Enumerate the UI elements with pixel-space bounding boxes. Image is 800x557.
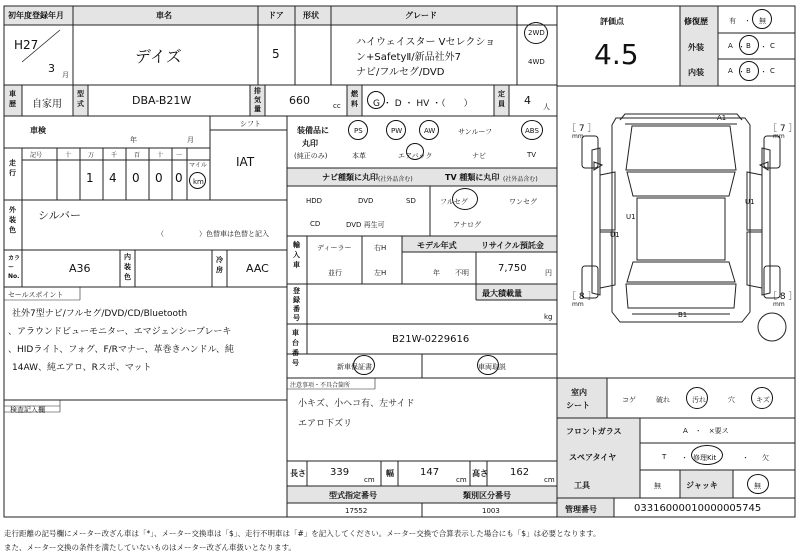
spare-kit-circle: [691, 445, 723, 465]
tv-fullseg: フルセグ: [440, 198, 468, 206]
model-label: 型式: [77, 90, 84, 108]
import-dealer: ディーラー: [317, 244, 352, 252]
grade-line2: ン+SafetyⅡ/新品社外7: [356, 52, 462, 63]
nav-note: (社外品含む): [378, 176, 413, 183]
drive-2wd: 2WD: [528, 29, 545, 37]
grade-line3: ナビ/フルセグ/DVD: [356, 67, 445, 78]
diagram-mm-fl-unit: mm: [572, 133, 584, 140]
import-right: 右H: [374, 244, 387, 252]
kg-unit: kg: [544, 313, 553, 321]
sales-point-line: 、HIDライト、フォグ、F/Rマナー、革巻きハンドル、純: [8, 345, 234, 355]
management-label: 管理番号: [565, 505, 597, 514]
mileage-header: 十: [157, 152, 164, 159]
capacity-label: 定員: [498, 90, 505, 108]
manual-circle: [477, 355, 499, 375]
class-label: 類別区分番号: [463, 491, 511, 500]
max-load-label: 最大積載量: [482, 289, 522, 298]
equip-airbag: エアバック: [398, 152, 433, 160]
ext-c: C: [770, 42, 775, 50]
mileage-digit: 4: [109, 171, 117, 185]
color-no-label: カラーNo.: [8, 255, 21, 280]
equip-abs-circle: [521, 120, 543, 140]
import-parallel: 並行: [328, 269, 342, 277]
nav-dvd-play: DVD 再生可: [346, 221, 385, 229]
first-reg-era: H27: [14, 38, 39, 52]
notes-line2: エアロ下ズリ: [298, 419, 353, 429]
month-unit: 月: [62, 71, 69, 79]
drive-2wd-circle: [524, 22, 548, 44]
windshield-label: フロントガラス: [566, 427, 622, 436]
capacity: 4: [524, 94, 531, 107]
height-unit: cm: [544, 476, 555, 484]
width: 147: [420, 467, 440, 478]
tools-label: 工具: [574, 481, 590, 490]
equipment-label-3: (純正のみ): [294, 152, 328, 160]
tv-label: TV 種類に丸印: [445, 173, 500, 182]
first-reg-month: 3: [48, 62, 55, 75]
color-label: 外装色: [9, 206, 16, 234]
mileage-header: 千: [111, 152, 118, 159]
jack-value: 無: [754, 482, 761, 490]
diagram-mm-rr: ［ 8 ］: [768, 292, 798, 302]
color-note: （ ）色替車は色替と記入: [157, 230, 269, 238]
notes-line1: 小キズ、小ヘコ有、左サイド: [298, 399, 415, 409]
spare-label: スペアタイヤ: [569, 453, 617, 462]
footer-note-1: 走行距離の記号欄にメーター改ざん車は「*」、メーター交換車は「$」、走行不明車は「#」を記入してください。メーター交換で合算表示した場合にも「$」は必要となります。: [4, 529, 601, 538]
recycle-label: リサイクル預託金: [481, 241, 544, 250]
chassis-label: 車台番号: [292, 329, 299, 367]
equip-pw-circle: [386, 120, 406, 140]
diagram-mm-rl: ［ 8 ］: [567, 292, 597, 302]
equip-ps-circle: [348, 120, 368, 140]
mileage-header: 十: [65, 152, 72, 159]
spare-t: T: [662, 453, 667, 461]
int-sep2: ・: [760, 68, 767, 76]
jack-circle: [747, 474, 769, 494]
shaken-year-unit: 年: [130, 136, 137, 144]
sheet-burn: コゲ: [622, 396, 636, 404]
equip-aw-circle: [419, 120, 439, 140]
windshield-options: A ・ ×要ス: [683, 427, 729, 435]
interior-sheet-label-2: シート: [566, 401, 590, 410]
recycle-unit: 円: [545, 269, 552, 277]
km-circle: [189, 172, 206, 189]
width-unit: cm: [456, 476, 467, 484]
model-designation: 17552: [345, 507, 368, 515]
score-label: 評価点: [600, 17, 624, 26]
sheet-stain-circle: [686, 387, 708, 409]
recycle-value: 7,750: [498, 263, 527, 274]
height: 162: [510, 467, 530, 478]
sales-point-line: 、アラウンドビューモニター、エマジェンシーブレーキ: [8, 327, 232, 337]
mileage-label: 走行: [9, 159, 16, 177]
nav-dvd: DVD: [358, 197, 374, 205]
class-number: 1003: [482, 507, 500, 515]
int-b-circle: [739, 61, 759, 81]
nav-sd: SD: [406, 197, 416, 205]
model-year-unit: 年: [433, 269, 440, 277]
fuel-options: G ・ D ・ HV ・（ ）: [373, 99, 473, 109]
sales-points-label: セールスポイント: [8, 291, 64, 299]
displacement: 660: [289, 94, 310, 107]
diagram-mm-fr: ［ 7 ］: [768, 124, 798, 134]
damage-mark-a1: A1: [717, 114, 727, 122]
vehicle-use: 自家用: [32, 99, 62, 110]
int-b: B: [746, 67, 751, 75]
capacity-unit: 人: [543, 103, 550, 111]
nav-cd: CD: [310, 220, 321, 228]
damage-mark-u1: U1: [610, 231, 620, 239]
ext-sep: ・: [738, 43, 745, 51]
height-label: 高さ: [472, 469, 488, 478]
damage-mark-b1: B1: [678, 311, 688, 319]
shift: IAT: [236, 155, 255, 169]
car-name: デイズ: [135, 47, 182, 66]
equip-sunroof: サンルーフ: [458, 128, 493, 136]
inspection-notes-label: 検査記入欄: [10, 406, 45, 414]
spare-missing: 欠: [762, 454, 769, 462]
color-no: A36: [69, 262, 91, 275]
model-year-unknown: 不明: [455, 269, 469, 277]
footer-note-2: また、メーター交換の条件を満たしていないものはメーター改ざん車扱いとなります。: [4, 543, 296, 552]
sheet-hole: 穴: [728, 396, 735, 404]
color-value: シルバー: [38, 209, 81, 222]
repair-yes: 有: [729, 17, 736, 25]
ext-b-circle: [739, 35, 759, 55]
first-reg-label: 初年度登録年月: [8, 11, 64, 20]
mileage-header: 万: [88, 152, 95, 159]
tv-fullseg-circle: [452, 188, 478, 210]
equipment-label-2: 丸印: [302, 139, 318, 148]
shaken-label: 車検: [30, 126, 46, 135]
mileage-digit: 1: [86, 171, 94, 185]
diagram-mm-rr-unit: mm: [773, 301, 785, 308]
interior-color-label: 内装色: [124, 253, 131, 281]
sales-point-line: 社外7型ナビ/フルセグ/DVD/CD/Bluetooth: [12, 309, 188, 319]
sheet-scratch: キズ: [756, 396, 770, 404]
mileage-digit: 0: [155, 171, 163, 185]
spare-sep2: ・: [742, 454, 749, 462]
model: DBA-B21W: [132, 94, 192, 107]
fuel-gasoline-circle: [367, 91, 385, 109]
notes-label: 注意事項・不具合箇所: [290, 382, 351, 389]
equip-navi: ナビ: [472, 152, 486, 160]
width-label: 幅: [386, 469, 394, 478]
spare-sep: ・: [681, 454, 688, 462]
sheet-scratch-circle: [751, 387, 773, 409]
ext-b: B: [746, 42, 751, 50]
vehicle-use-label: 車歴: [9, 90, 16, 108]
interior-label: 内装: [688, 68, 704, 77]
equip-leather: 本革: [352, 152, 366, 160]
import-label: 輸入車: [293, 241, 300, 269]
repair-sep: ・: [744, 17, 751, 25]
door-label: ドア: [268, 11, 284, 20]
mileage-header: マイル: [189, 162, 207, 169]
shaken-month-unit: 月: [187, 136, 194, 144]
score: 4.5: [594, 38, 639, 71]
length-label: 長さ: [290, 469, 306, 478]
equip-aw: AW: [424, 127, 436, 135]
repair-no-circle: [752, 9, 772, 29]
fuel-label: 燃料: [351, 90, 358, 108]
jack-label: ジャッキ: [686, 481, 718, 490]
equip-pw: PW: [391, 127, 403, 135]
mileage-header: 百: [134, 152, 141, 159]
equip-airbag-circle: [406, 143, 424, 160]
spare-repair-kit: 修理Kit: [693, 454, 717, 462]
int-a: A: [728, 67, 733, 75]
repair-label: 修復歴: [684, 17, 708, 26]
shift-label: シフト: [240, 120, 261, 128]
mileage-header: 一: [176, 152, 183, 159]
tools-value: 無: [654, 482, 661, 490]
sheet-tear: 破れ: [656, 396, 670, 404]
grade-line1: ハイウェイスター Vセレクショ: [356, 37, 496, 48]
chassis: B21W-0229616: [392, 334, 470, 345]
grade-label: グレード: [405, 11, 437, 20]
sheet-stain: 汚れ: [692, 396, 706, 404]
damage-mark-u1: U1: [745, 198, 755, 206]
length-unit: cm: [364, 476, 375, 484]
interior-sheet-label-1: 室内: [571, 388, 587, 397]
shape-label: 形状: [303, 11, 319, 20]
model-year-label: モデル年式: [417, 241, 457, 250]
reg-label: 登録番号: [293, 287, 300, 322]
sales-point-line: 14AW、純エアロ、Rスポ、マット: [12, 363, 152, 373]
nav-label: ナビ種類に丸印: [322, 173, 378, 182]
vehicle-manual: 車両取説: [478, 363, 506, 371]
int-sep: ・: [738, 68, 745, 76]
cc-unit: cc: [333, 102, 341, 110]
warranty-circle: [353, 355, 375, 375]
mileage-digit: 0: [175, 171, 183, 185]
import-left: 左H: [374, 269, 387, 277]
equipment-label-1: 装備品に: [297, 126, 329, 135]
aircon: AAC: [246, 262, 269, 275]
displacement-label: 排気量: [254, 87, 261, 113]
aircon-label: 冷房: [216, 256, 223, 274]
mileage-digit: 0: [132, 171, 140, 185]
damage-mark-u1: U1: [626, 213, 636, 221]
equip-ps: PS: [354, 127, 363, 135]
diagram-mm-rl-unit: mm: [572, 301, 584, 308]
tv-note: (社外品含む): [503, 176, 538, 183]
model-designation-label: 型式指定番号: [329, 491, 377, 500]
management-value: 03316000010000005745: [634, 503, 762, 514]
repair-no: 無: [759, 17, 766, 25]
equip-tv: TV: [527, 151, 537, 159]
ext-a: A: [728, 42, 733, 50]
tv-analog: アナログ: [453, 221, 481, 229]
doors: 5: [272, 47, 280, 61]
car-name-label: 車名: [156, 11, 172, 20]
diagram-mm-fl: ［ 7 ］: [567, 124, 597, 134]
mileage-header: 記号: [30, 152, 43, 159]
equip-abs: ABS: [525, 127, 539, 135]
exterior-label: 外装: [688, 43, 704, 52]
drive-4wd: 4WD: [528, 58, 545, 66]
km-unit: km: [193, 178, 204, 186]
length: 339: [330, 467, 350, 478]
tv-oneseg: ワンセグ: [509, 198, 537, 206]
ext-sep2: ・: [760, 43, 767, 51]
int-c: C: [770, 67, 775, 75]
nav-hdd: HDD: [306, 197, 323, 205]
diagram-mm-fr-unit: mm: [773, 133, 785, 140]
new-car-warranty: 新車保証書: [337, 363, 372, 371]
